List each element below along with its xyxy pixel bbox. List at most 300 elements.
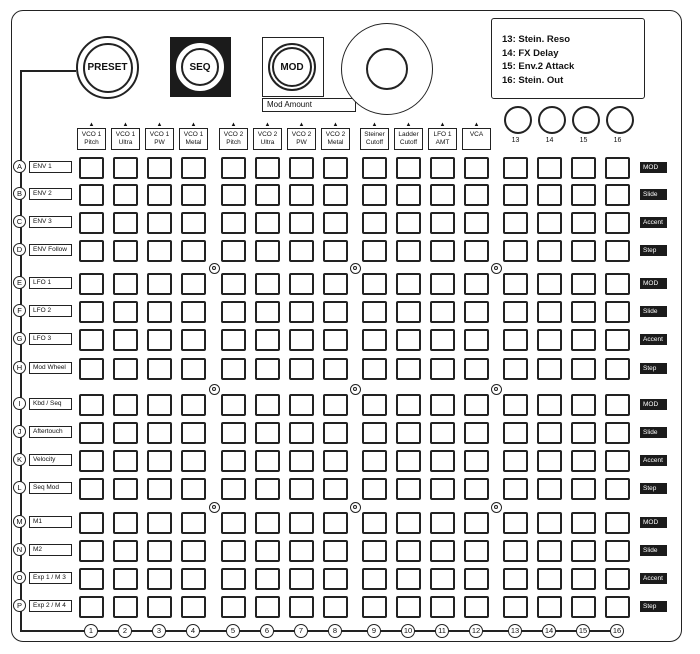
matrix-pad[interactable] [221,329,246,351]
matrix-pad[interactable] [396,512,421,534]
matrix-pad[interactable] [571,394,596,416]
matrix-pad[interactable] [113,512,138,534]
matrix-pad[interactable] [255,422,280,444]
matrix-pad[interactable] [396,184,421,206]
matrix-pad[interactable] [571,184,596,206]
encoder-knob-15[interactable] [572,106,600,134]
matrix-pad[interactable] [79,422,104,444]
column-header-line1: VCO 1 [149,131,170,138]
matrix-pad[interactable] [323,450,348,472]
matrix-pad[interactable] [255,212,280,234]
matrix-pad[interactable] [605,478,630,500]
matrix-pad[interactable] [503,184,528,206]
matrix-pad[interactable] [255,596,280,618]
preset-button[interactable] [76,36,139,99]
matrix-pad[interactable] [464,568,489,590]
matrix-pad[interactable] [113,450,138,472]
matrix-pad[interactable] [430,568,455,590]
matrix-pad[interactable] [396,394,421,416]
mod-amount-knob[interactable] [341,23,433,115]
matrix-pad[interactable] [147,568,172,590]
matrix-pad[interactable] [181,240,206,262]
group-divider-icon [209,263,220,274]
matrix-pad[interactable] [255,358,280,380]
matrix-pad[interactable] [464,540,489,562]
matrix-pad[interactable] [430,240,455,262]
matrix-pad[interactable] [396,301,421,323]
matrix-pad[interactable] [289,212,314,234]
matrix-pad[interactable] [362,273,387,295]
matrix-pad[interactable] [79,157,104,179]
matrix-pad[interactable] [464,212,489,234]
matrix-pad[interactable] [147,273,172,295]
row-source-label: LFO 3 [29,333,72,345]
matrix-pad[interactable] [221,422,246,444]
matrix-pad[interactable] [147,422,172,444]
row-function-badge: Slide [640,427,667,438]
matrix-pad[interactable] [221,394,246,416]
matrix-pad[interactable] [79,596,104,618]
column-header-line1: VCO 2 [291,131,312,138]
matrix-pad[interactable] [255,184,280,206]
matrix-pad[interactable] [362,329,387,351]
matrix-pad[interactable] [430,478,455,500]
encoder-knob-14[interactable] [538,106,566,134]
matrix-pad[interactable] [181,478,206,500]
matrix-pad[interactable] [503,596,528,618]
matrix-pad[interactable] [221,301,246,323]
matrix-pad[interactable] [289,568,314,590]
matrix-pad[interactable] [181,422,206,444]
row-function-badge: Slide [640,189,667,200]
display-line: 13: Stein. Reso [502,34,571,45]
matrix-pad[interactable] [113,301,138,323]
matrix-pad[interactable] [255,568,280,590]
row-letter-h: H [13,361,26,374]
matrix-pad[interactable] [605,422,630,444]
matrix-pad[interactable] [537,358,562,380]
matrix-pad[interactable] [289,450,314,472]
matrix-pad[interactable] [289,394,314,416]
matrix-pad[interactable] [289,329,314,351]
matrix-pad[interactable] [221,184,246,206]
column-number: 8 [328,624,342,638]
group-divider-icon [491,502,502,513]
matrix-pad[interactable] [605,301,630,323]
matrix-pad[interactable] [571,212,596,234]
column-arrow-icon: ▲ [190,122,197,128]
matrix-pad[interactable] [113,157,138,179]
matrix-pad[interactable] [113,540,138,562]
matrix-pad[interactable] [289,157,314,179]
matrix-pad[interactable] [396,568,421,590]
matrix-pad[interactable] [362,301,387,323]
mod-button-housing [262,37,324,97]
matrix-pad[interactable] [503,512,528,534]
matrix-pad[interactable] [323,240,348,262]
row-letter-a: A [13,160,26,173]
matrix-pad[interactable] [396,478,421,500]
matrix-pad[interactable] [537,540,562,562]
matrix-pad[interactable] [79,358,104,380]
matrix-pad[interactable] [79,212,104,234]
matrix-pad[interactable] [571,329,596,351]
matrix-pad[interactable] [362,240,387,262]
row-function-badge: Accent [640,334,667,345]
matrix-pad[interactable] [464,422,489,444]
matrix-pad[interactable] [362,568,387,590]
matrix-pad[interactable] [147,212,172,234]
matrix-pad[interactable] [79,450,104,472]
encoder-knob-16[interactable] [606,106,634,134]
matrix-pad[interactable] [255,240,280,262]
matrix-pad[interactable] [255,301,280,323]
matrix-pad[interactable] [181,273,206,295]
matrix-pad[interactable] [289,596,314,618]
matrix-pad[interactable] [323,212,348,234]
matrix-pad[interactable] [255,273,280,295]
matrix-pad[interactable] [537,329,562,351]
matrix-pad[interactable] [605,512,630,534]
matrix-pad[interactable] [430,184,455,206]
matrix-pad[interactable] [396,358,421,380]
matrix-pad[interactable] [605,394,630,416]
column-header-line2: Ultra [260,139,275,146]
matrix-pad[interactable] [221,240,246,262]
matrix-pad[interactable] [396,240,421,262]
matrix-pad[interactable] [605,184,630,206]
matrix-pad[interactable] [255,540,280,562]
seq-button[interactable] [176,43,224,91]
matrix-pad[interactable] [181,212,206,234]
row-letter-g: G [13,332,26,345]
matrix-pad[interactable] [221,540,246,562]
matrix-pad[interactable] [464,157,489,179]
matrix-pad[interactable] [430,450,455,472]
matrix-pad[interactable] [289,512,314,534]
matrix-pad[interactable] [79,301,104,323]
matrix-pad[interactable] [79,273,104,295]
matrix-pad[interactable] [464,512,489,534]
matrix-pad[interactable] [323,358,348,380]
row-source-label: Aftertouch [29,426,72,438]
matrix-pad[interactable] [430,512,455,534]
matrix-pad[interactable] [221,157,246,179]
matrix-pad[interactable] [464,184,489,206]
matrix-pad[interactable] [503,273,528,295]
matrix-pad[interactable] [181,329,206,351]
matrix-pad[interactable] [464,358,489,380]
matrix-pad[interactable] [147,301,172,323]
matrix-pad[interactable] [396,212,421,234]
matrix-pad[interactable] [289,184,314,206]
matrix-pad[interactable] [147,596,172,618]
matrix-pad[interactable] [571,240,596,262]
knob-cap-icon [366,48,408,90]
matrix-pad[interactable] [362,540,387,562]
matrix-pad[interactable] [464,450,489,472]
matrix-pad[interactable] [396,273,421,295]
matrix-pad[interactable] [537,212,562,234]
row-source-label: ENV 2 [29,188,72,200]
matrix-pad[interactable] [503,422,528,444]
matrix-pad[interactable] [79,394,104,416]
matrix-pad[interactable] [362,394,387,416]
matrix-pad[interactable] [79,512,104,534]
matrix-pad[interactable] [430,212,455,234]
matrix-pad[interactable] [362,450,387,472]
matrix-pad[interactable] [181,596,206,618]
matrix-pad[interactable] [113,184,138,206]
matrix-pad[interactable] [255,329,280,351]
matrix-pad[interactable] [430,394,455,416]
matrix-pad[interactable] [571,358,596,380]
row-letter-p: P [13,599,26,612]
matrix-pad[interactable] [113,422,138,444]
row-source-label: M2 [29,544,72,556]
matrix-pad[interactable] [323,512,348,534]
matrix-pad[interactable] [79,329,104,351]
matrix-pad[interactable] [323,157,348,179]
matrix-pad[interactable] [181,568,206,590]
matrix-pad[interactable] [503,301,528,323]
matrix-pad[interactable] [113,394,138,416]
matrix-pad[interactable] [464,240,489,262]
matrix-pad[interactable] [605,212,630,234]
matrix-pad[interactable] [181,184,206,206]
matrix-pad[interactable] [181,157,206,179]
matrix-pad[interactable] [113,596,138,618]
matrix-pad[interactable] [571,568,596,590]
matrix-pad[interactable] [113,240,138,262]
matrix-pad[interactable] [79,478,104,500]
matrix-pad[interactable] [537,568,562,590]
matrix-pad[interactable] [147,157,172,179]
matrix-pad[interactable] [571,450,596,472]
matrix-pad[interactable] [181,450,206,472]
matrix-pad[interactable] [464,478,489,500]
matrix-pad[interactable] [430,596,455,618]
column-number: 9 [367,624,381,638]
matrix-pad[interactable] [537,240,562,262]
matrix-pad[interactable] [503,329,528,351]
matrix-pad[interactable] [503,478,528,500]
matrix-pad[interactable] [605,568,630,590]
matrix-pad[interactable] [464,329,489,351]
matrix-pad[interactable] [113,568,138,590]
matrix-pad[interactable] [323,422,348,444]
matrix-pad[interactable] [221,568,246,590]
matrix-pad[interactable] [221,212,246,234]
matrix-pad[interactable] [113,273,138,295]
column-header-line1: LFO 1 [433,131,452,138]
matrix-pad[interactable] [221,450,246,472]
matrix-pad[interactable] [571,596,596,618]
matrix-pad[interactable] [571,273,596,295]
matrix-pad[interactable] [396,329,421,351]
matrix-pad[interactable] [147,358,172,380]
matrix-pad[interactable] [323,273,348,295]
matrix-pad[interactable] [605,358,630,380]
matrix-pad[interactable] [79,568,104,590]
matrix-pad[interactable] [255,157,280,179]
matrix-pad[interactable] [537,394,562,416]
matrix-pad[interactable] [396,450,421,472]
matrix-pad[interactable] [430,273,455,295]
matrix-pad[interactable] [323,184,348,206]
matrix-pad[interactable] [571,301,596,323]
matrix-pad[interactable] [113,212,138,234]
matrix-pad[interactable] [255,450,280,472]
matrix-pad[interactable] [255,512,280,534]
matrix-pad[interactable] [323,596,348,618]
matrix-pad[interactable] [181,512,206,534]
row-function-badge: MOD [640,278,667,289]
matrix-pad[interactable] [537,157,562,179]
matrix-pad[interactable] [605,450,630,472]
matrix-pad[interactable] [537,596,562,618]
matrix-pad[interactable] [503,394,528,416]
matrix-pad[interactable] [323,568,348,590]
matrix-pad[interactable] [503,212,528,234]
matrix-pad[interactable] [221,596,246,618]
matrix-pad[interactable] [605,329,630,351]
row-function-badge: Step [640,483,667,494]
matrix-pad[interactable] [503,568,528,590]
matrix-pad[interactable] [430,157,455,179]
matrix-pad[interactable] [571,512,596,534]
matrix-pad[interactable] [571,422,596,444]
mod-button[interactable] [268,43,316,91]
matrix-pad[interactable] [289,273,314,295]
matrix-pad[interactable] [255,394,280,416]
matrix-pad[interactable] [430,540,455,562]
matrix-pad[interactable] [181,358,206,380]
row-letter-c: C [13,215,26,228]
matrix-pad[interactable] [289,422,314,444]
column-header [394,128,423,150]
matrix-pad[interactable] [255,478,280,500]
matrix-pad[interactable] [362,184,387,206]
matrix-pad[interactable] [430,329,455,351]
matrix-pad[interactable] [362,422,387,444]
matrix-pad[interactable] [289,240,314,262]
matrix-pad[interactable] [362,512,387,534]
column-number: 12 [469,624,483,638]
matrix-pad[interactable] [113,329,138,351]
column-header-line1: VCO 2 [325,131,346,138]
matrix-pad[interactable] [605,157,630,179]
matrix-pad[interactable] [537,422,562,444]
matrix-pad[interactable] [181,394,206,416]
matrix-pad[interactable] [181,301,206,323]
matrix-pad[interactable] [323,478,348,500]
matrix-pad[interactable] [503,157,528,179]
matrix-pad[interactable] [362,212,387,234]
matrix-pad[interactable] [396,540,421,562]
matrix-pad[interactable] [79,540,104,562]
matrix-pad[interactable] [605,596,630,618]
matrix-pad[interactable] [503,450,528,472]
matrix-pad[interactable] [147,540,172,562]
matrix-pad[interactable] [147,512,172,534]
column-header [428,128,457,150]
matrix-pad[interactable] [147,240,172,262]
matrix-pad[interactable] [537,450,562,472]
matrix-pad[interactable] [362,157,387,179]
matrix-pad[interactable] [464,596,489,618]
matrix-pad[interactable] [79,184,104,206]
matrix-pad[interactable] [221,358,246,380]
matrix-pad[interactable] [430,358,455,380]
matrix-pad[interactable] [362,596,387,618]
matrix-pad[interactable] [323,301,348,323]
matrix-pad[interactable] [430,422,455,444]
matrix-pad[interactable] [537,478,562,500]
matrix-pad[interactable] [537,512,562,534]
matrix-pad[interactable] [503,540,528,562]
matrix-pad[interactable] [537,301,562,323]
matrix-pad[interactable] [362,478,387,500]
matrix-pad[interactable] [221,273,246,295]
matrix-pad[interactable] [464,301,489,323]
matrix-pad[interactable] [147,478,172,500]
matrix-pad[interactable] [289,301,314,323]
matrix-pad[interactable] [323,540,348,562]
matrix-pad[interactable] [571,478,596,500]
matrix-pad[interactable] [396,422,421,444]
matrix-pad[interactable] [464,394,489,416]
matrix-pad[interactable] [430,301,455,323]
matrix-pad[interactable] [289,478,314,500]
row-function-badge: Accent [640,217,667,228]
matrix-pad[interactable] [503,240,528,262]
matrix-pad[interactable] [323,394,348,416]
row-source-label: Kbd / Seq [29,398,72,410]
matrix-pad[interactable] [147,450,172,472]
row-letter-k: K [13,453,26,466]
matrix-pad[interactable] [79,240,104,262]
matrix-pad[interactable] [571,540,596,562]
matrix-pad[interactable] [571,157,596,179]
matrix-pad[interactable] [147,394,172,416]
matrix-pad[interactable] [396,157,421,179]
encoder-knob-13[interactable] [504,106,532,134]
matrix-pad[interactable] [362,358,387,380]
matrix-pad[interactable] [221,512,246,534]
row-source-label: ENV 1 [29,161,72,173]
matrix-pad[interactable] [605,540,630,562]
matrix-pad[interactable] [289,540,314,562]
matrix-pad[interactable] [113,478,138,500]
row-source-label: LFO 1 [29,277,72,289]
matrix-pad[interactable] [605,273,630,295]
matrix-pad[interactable] [537,184,562,206]
matrix-pad[interactable] [147,184,172,206]
column-header-line2: PW [296,139,307,146]
matrix-pad[interactable] [113,358,138,380]
matrix-pad[interactable] [147,329,172,351]
matrix-pad[interactable] [503,358,528,380]
matrix-pad[interactable] [289,358,314,380]
matrix-pad[interactable] [181,540,206,562]
matrix-pad[interactable] [396,596,421,618]
matrix-pad[interactable] [323,329,348,351]
matrix-pad[interactable] [464,273,489,295]
matrix-pad[interactable] [605,240,630,262]
matrix-pad[interactable] [537,273,562,295]
matrix-pad[interactable] [221,478,246,500]
